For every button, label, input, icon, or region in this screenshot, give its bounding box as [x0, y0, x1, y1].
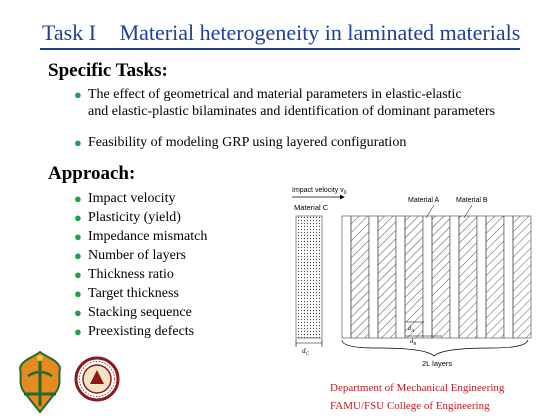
approach-item: ● Preexisting defects [74, 324, 195, 339]
material-c-block [296, 216, 322, 338]
layer-material-a [369, 216, 378, 338]
layer-material-b [405, 216, 423, 338]
bilaminate-figure [276, 180, 546, 370]
bullet-icon: ● [74, 267, 82, 282]
bullet-icon: ● [74, 248, 82, 263]
layer-material-a [504, 216, 513, 338]
impact-velocity-label: Impact velocity $v_0$ [292, 187, 347, 196]
bullet-icon: ● [74, 305, 82, 320]
approach-item: ● Target thickness [74, 286, 179, 301]
approach-item: ● Plasticity (yield) [74, 210, 181, 225]
fsu-seal [74, 356, 120, 402]
footer-department: Department of Mechanical Engineering [330, 382, 505, 394]
title-text: Material heterogeneity in laminated materials [119, 20, 521, 45]
layer-material-b [432, 216, 450, 338]
approach-item: ● Stacking sequence [74, 305, 192, 320]
layers-label: 2L layers [422, 359, 453, 368]
bullet-icon: ● [74, 324, 82, 339]
specific-item-1: ● The effect of geometrical and material parameters in elastic-elastic [74, 87, 462, 102]
layer-material-b [378, 216, 396, 338]
famu-logo [14, 350, 66, 414]
layer-material-b [459, 216, 477, 338]
db-label: $d_B$ [410, 338, 416, 346]
specific-tasks-heading: Specific Tasks: [48, 60, 168, 81]
material-a-label: Material A [408, 197, 440, 204]
bullet-icon: ● [74, 229, 82, 244]
bullet-icon: ● [74, 210, 82, 225]
layer-material-a [477, 216, 486, 338]
layers-brace [342, 340, 528, 356]
dc-label: $d_C$ [302, 347, 309, 357]
material-c-label: Material C [294, 203, 329, 212]
layer-material-a [450, 216, 459, 338]
title-underline [40, 48, 520, 50]
footer-college: FAMU/FSU College of Engineering [330, 400, 490, 412]
approach-heading: Approach: [48, 163, 136, 184]
bullet-icon: ● [74, 135, 82, 150]
bullet-icon: ● [74, 191, 82, 206]
da-label: $d_A$ [408, 325, 414, 333]
bullet-icon: ● [74, 286, 82, 301]
layer-material-a [342, 216, 351, 338]
layer-material-b [486, 216, 504, 338]
layer-material-b [351, 216, 369, 338]
layer-material-a [423, 216, 432, 338]
material-b-label: Material B [456, 197, 488, 204]
laminate-layers [342, 216, 531, 338]
slide-title [42, 20, 520, 46]
approach-item: ● Impedance mismatch [74, 229, 208, 244]
specific-item-1-cont: and elastic-plastic bilaminates and identification of dominant parameters [88, 104, 496, 119]
approach-item: ● Number of layers [74, 248, 186, 263]
approach-item: ● Impact velocity [74, 191, 176, 206]
title-task: Task I [42, 20, 97, 45]
layer-material-b [513, 216, 531, 338]
approach-item: ● Thickness ratio [74, 267, 174, 282]
bullet-icon: ● [74, 87, 82, 102]
layer-material-a [396, 216, 405, 338]
specific-item-2: ● Feasibility of modeling GRP using layered configuration [74, 135, 407, 150]
